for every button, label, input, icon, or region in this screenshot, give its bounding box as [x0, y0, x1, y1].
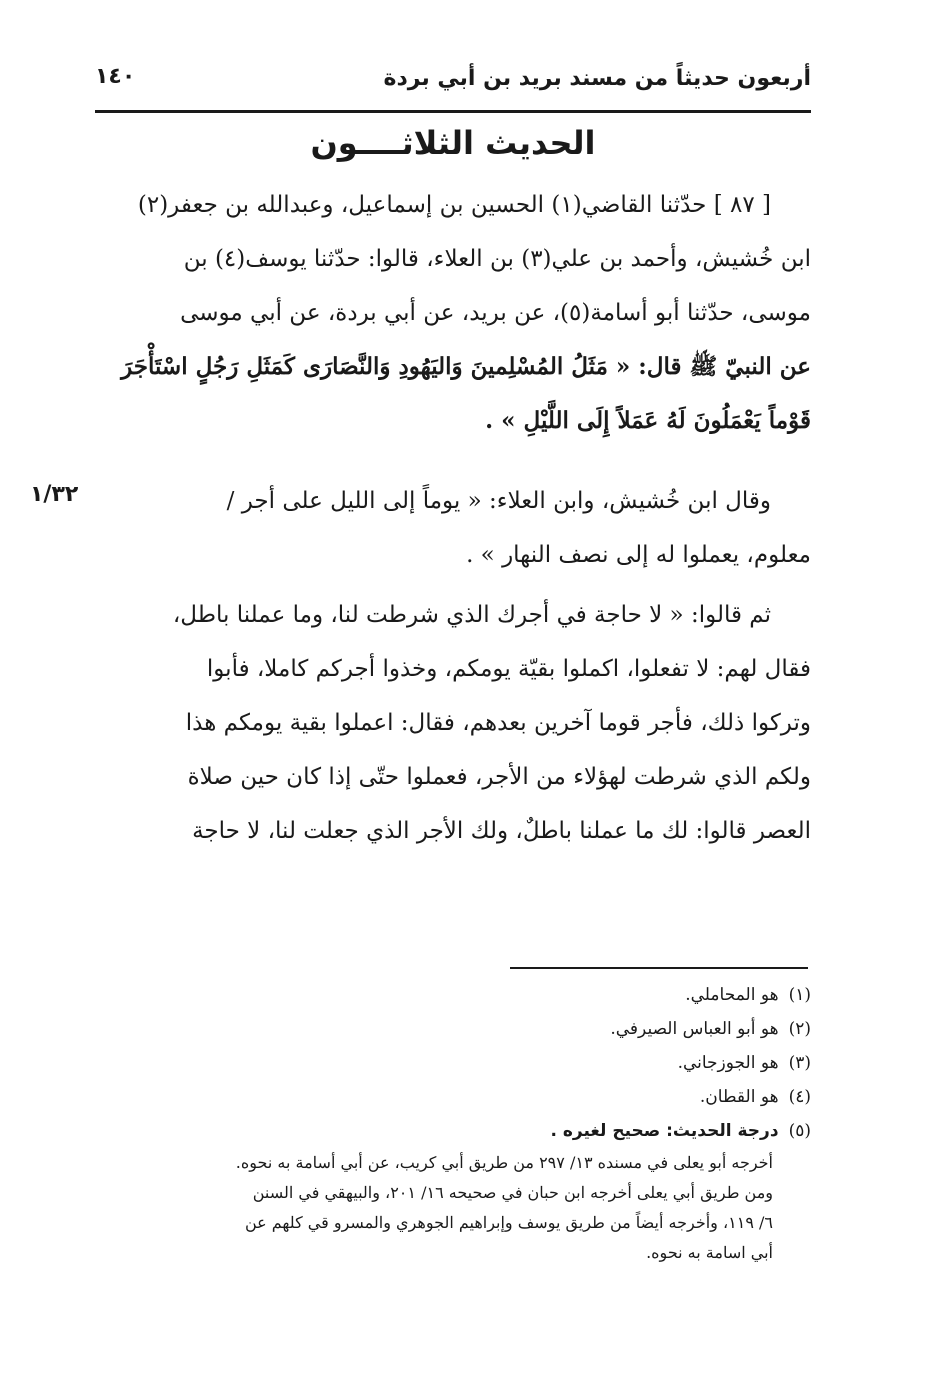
footnote-5 — [95, 1114, 811, 1148]
running-title: أربعون حديثاً من مسند بريد بن أبي بردة — [383, 66, 811, 91]
text-line: وقال ابن خُشيش، وابن العلاء: « يوماً إلى الليل على أجر / — [226, 488, 771, 514]
page-number: ١٤٠ — [95, 64, 136, 89]
text-line: العصر قالوا: لك ما عملنا باطلٌ، ولك الأجر الذي جعلت لنا، لا حاجة — [192, 818, 811, 844]
footnote-1 — [95, 978, 811, 1012]
text-line: وتركوا ذلك، فأجر قوما آخرين بعدهم، فقال: اعملوا بقية يومكم هذا — [185, 710, 811, 736]
text-line: قَوْماً يَعْمَلُونَ لَهُ عَمَلاً إِلَى اللَّيْلِ » . — [485, 407, 811, 434]
text-line: موسى، حدّثنا أبو أسامة(٥)، عن بريد، عن أبي بردة، عن أبي موسى — [180, 300, 811, 326]
paragraph-2 — [95, 474, 811, 588]
footnote-4 — [95, 1080, 811, 1114]
footnote-number: (٥) — [788, 1121, 811, 1141]
footnote-number: (٤) — [788, 1087, 811, 1107]
text-line: ابن خُشيش، وأحمد بن علي(٣) بن العلاء، قالوا: حدّثنا يوسف(٤) بن — [183, 246, 811, 272]
paragraph-1 — [95, 178, 811, 474]
footnote-rule — [510, 967, 808, 969]
footnote-2 — [95, 1012, 811, 1046]
text-line: عن النبيّ ﷺ قال: « مَثَلُ المُسْلِمينَ وَاليَهُودِ وَالنَّصَارَى كَمَثَلِ رَجُلٍ اسْتَأْجَرَ — [121, 353, 811, 380]
page-header — [95, 60, 811, 102]
text-line: معلوم، يعملوا له إلى نصف النهار » . — [466, 542, 811, 568]
footnote-detail-line: ومن طريق أبي يعلى أخرجه ابن حبان في صحيحه ١٦/ ٢٠١، والبيهقي في السنن — [252, 1183, 773, 1202]
footnote-5-detail — [95, 1148, 811, 1268]
footnote-text: هو الجوزجاني. — [677, 1053, 779, 1073]
hadith-grade: درجة الحديث: صحيح لغيره . — [550, 1121, 779, 1141]
text-line: ولكم الذي شرطت لهؤلاء من الأجر، فعملوا حتّى إذا كان حين صلاة — [187, 764, 811, 790]
footnotes — [95, 978, 811, 1268]
header-rule — [95, 110, 811, 113]
text-line: ثم قالوا: « لا حاجة في أجرك الذي شرطت لنا، وما عملنا باطل، — [172, 602, 771, 628]
footnote-number: (١) — [788, 985, 811, 1005]
margin-manuscript-reference: ١/٣٢ — [30, 482, 79, 507]
footnote-text: هو أبو العباس الصيرفي. — [610, 1019, 779, 1039]
footnote-number: (٣) — [788, 1053, 811, 1073]
hadith-title: الحديث الثلاثــــون — [310, 124, 596, 162]
paragraph-3 — [95, 588, 811, 878]
footnote-text: هو المحاملي. — [685, 985, 779, 1005]
text-line: [ ٨٧ ] حدّثنا القاضي(١) الحسين بن إسماعيل، وعبدالله بن جعفر(٢) — [137, 192, 771, 218]
footnote-number: (٢) — [788, 1019, 811, 1039]
footnote-detail-line: أبي اسامة به نحوه. — [646, 1243, 773, 1262]
text-line: فقال لهم: لا تفعلوا، اكملوا بقيّة يومكم، وخذوا أجركم كاملا، فأبوا — [206, 656, 811, 682]
footnote-detail-line: ٦/ ١١٩، وأخرجه أيضاً من طريق يوسف وإبراهيم الجوهري والمسرو قي كلهم عن — [244, 1213, 773, 1232]
footnote-text: هو القطان. — [699, 1087, 779, 1107]
footnote-3 — [95, 1046, 811, 1080]
footnote-detail-line: أخرجه أبو يعلى في مسنده ١٣/ ٢٩٧ من طريق أبي كريب، عن أبي أسامة به نحوه. — [235, 1153, 773, 1172]
